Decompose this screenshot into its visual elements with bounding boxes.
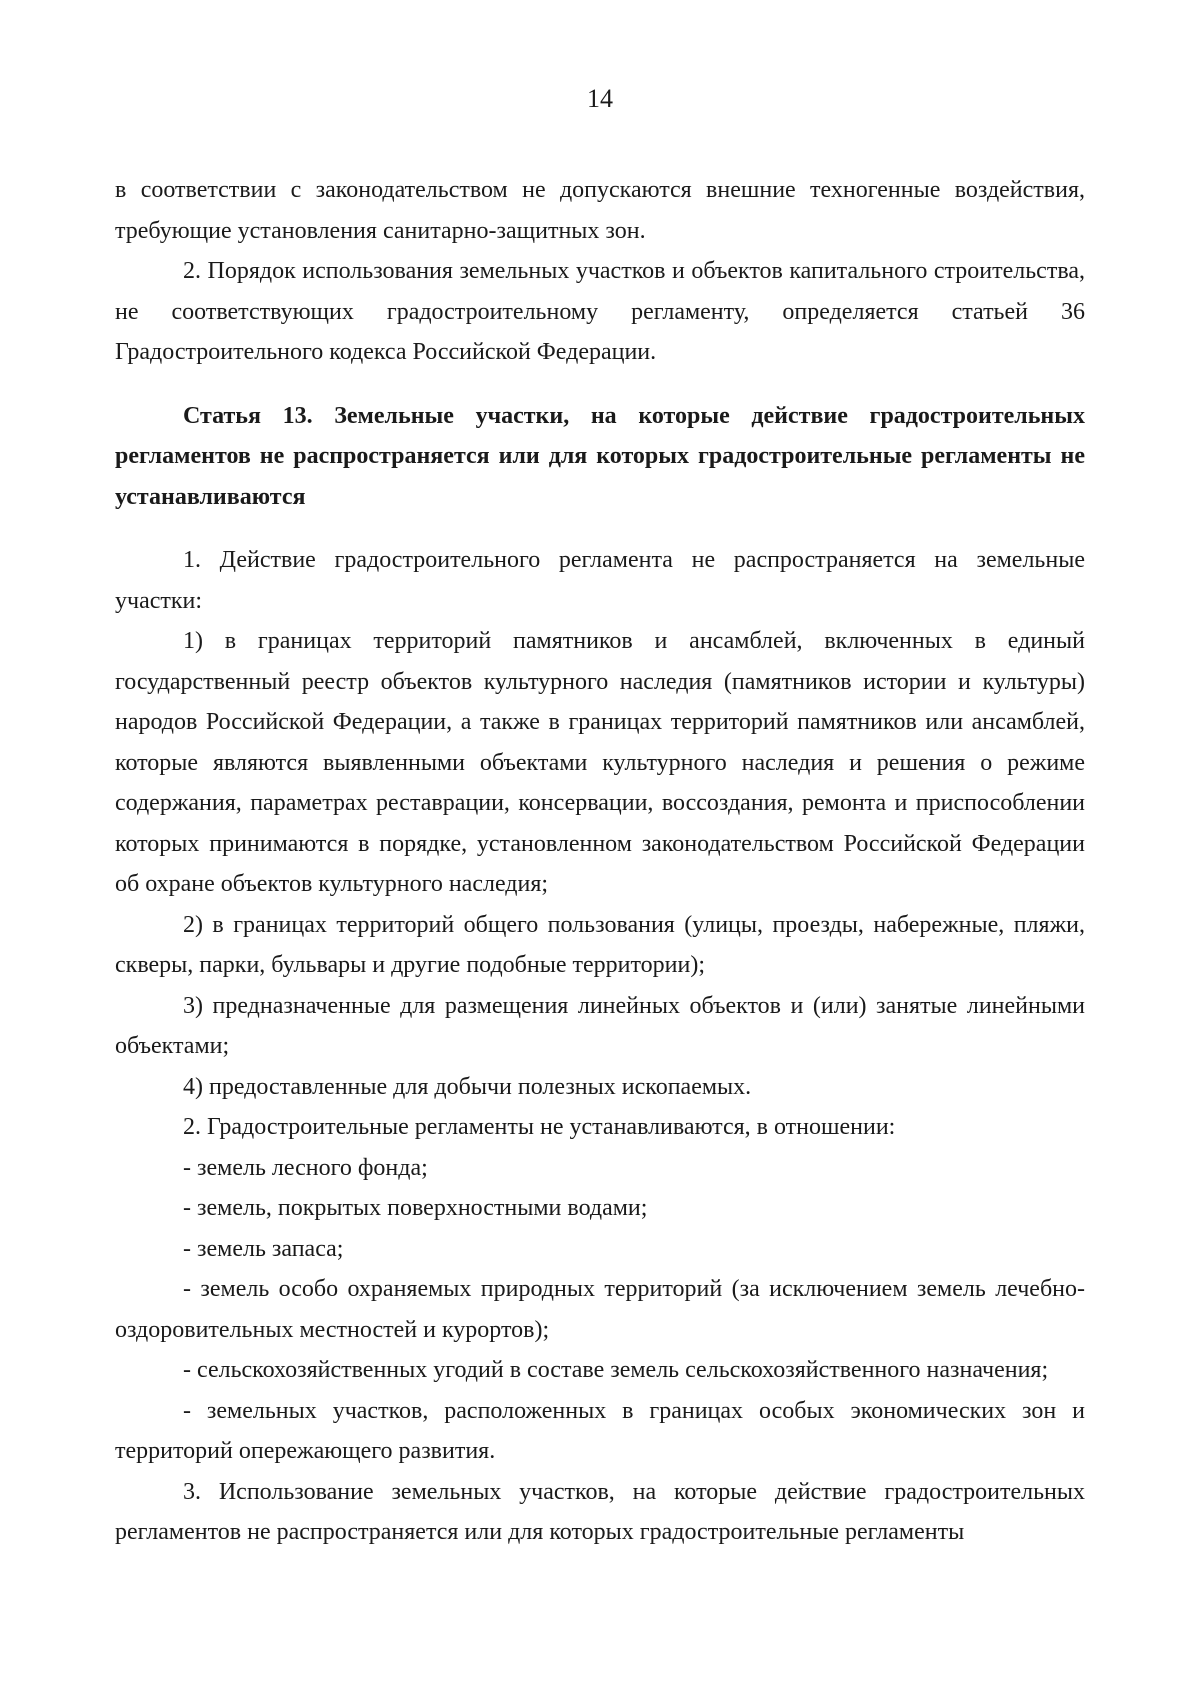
paragraph-clause-3: 3. Использование земельных участков, на которые действие градостроительных регламентов не распространяется или для которых градостроительные регламенты — [115, 1478, 1085, 1545]
dash-item-agricultural: - сельскохозяйственных угодий в составе земель сельскохозяйственного назначения; — [183, 1357, 1049, 1383]
paragraph-clause-2: 2. Градостроительные регламенты не устанавливаются, в отношении: — [183, 1114, 896, 1140]
dash-item-water: - земель, покрытых поверхностными водами; — [183, 1195, 648, 1221]
list-item-1: 1) в границах территорий памятников и ансамблей, включенных в единый государственный реестр объектов культурного наследия (памятников истории и культуры) народов Российской Федерации, а также в границах территорий памятников или ансамблей, которые являются выявленными объектами культурного наследия и решения о режиме содержания, параметрах реставрации, консервации, воссоздания, ремонта и приспособлении которых принимаются в порядке, установленном законодательством Российской Федерации об охране объектов культурного наследия; — [115, 628, 1085, 897]
dash-item-forest: - земель лесного фонда; — [183, 1154, 428, 1181]
paragraph-item-2: 2. Порядок использования земельных участков и объектов капитального строительства, не соответствующих градостроительному регламенту, определяется статьей 36 Градостроительного кодекса Российской Федерации. — [115, 258, 1085, 365]
list-item-4: 4) предоставленные для добычи полезных ископаемых. — [183, 1073, 752, 1100]
article-heading: Статья 13. Земельные участки, на которые действие градостроительных регламентов не распространяется или для которых градостроительные регламенты не устанавливаются — [115, 402, 1085, 510]
dash-item-reserve: - земель запаса; — [183, 1235, 344, 1262]
document-body — [115, 170, 1085, 1553]
page-number: 14 — [587, 84, 613, 113]
list-item-2: 2) в границах территорий общего пользования (улицы, проезды, набережные, пляжи, скверы, парки, бульвары и другие подобные территории); — [115, 911, 1085, 978]
paragraph-clause-1: 1. Действие градостроительного регламента не распространяется на земельные участки: — [115, 547, 1085, 614]
list-item-3: 3) предназначенные для размещения линейных объектов и (или) занятые линейными объектами; — [115, 992, 1085, 1059]
paragraph-continuation: в соответствии с законодательством не допускаются внешние техногенные воздействия, требующие установления санитарно-защитных зон. — [115, 177, 1085, 244]
dash-item-protected: - земель особо охраняемых природных территорий (за исключением земель лечебно-оздоровительных местностей и курортов); — [115, 1276, 1085, 1343]
dash-item-economic-zones: - земельных участков, расположенных в границах особых экономических зон и территорий опережающего развития. — [115, 1397, 1085, 1464]
